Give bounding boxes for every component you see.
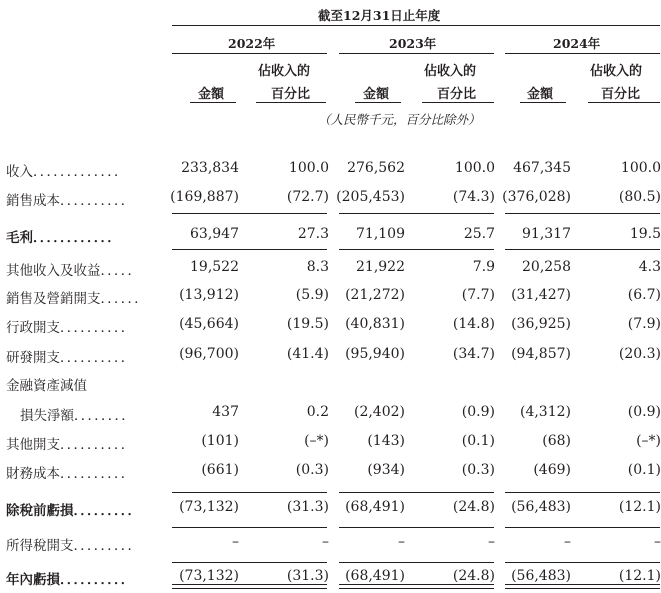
row-label: 年內虧損．．．．．．．．．． bbox=[6, 572, 135, 588]
subtotal-rule bbox=[505, 527, 660, 528]
percent-cell: (41.4) bbox=[286, 346, 329, 362]
percent-cell: 4.3 bbox=[638, 259, 661, 275]
year-rule-2024 bbox=[505, 53, 660, 54]
amount-cell: 276,562 bbox=[347, 160, 405, 176]
amount-cell: (68,491) bbox=[345, 499, 405, 515]
amount-cell: (376,028) bbox=[502, 189, 571, 205]
percent-cell: 25.7 bbox=[463, 226, 495, 242]
percent-cell: (7.9) bbox=[627, 316, 661, 332]
percent-cell: (0.1) bbox=[461, 433, 495, 449]
amount-cell: (68,491) bbox=[345, 568, 405, 584]
row-label: 行政開支．．．．．．．．．． bbox=[6, 320, 135, 336]
percent-cell: (80.5) bbox=[618, 189, 661, 205]
amount-cell: (36,925) bbox=[511, 316, 571, 332]
amount-cell: (56,483) bbox=[511, 568, 571, 584]
amount-cell: (95,940) bbox=[345, 346, 405, 362]
subtotal-rule bbox=[505, 213, 660, 214]
row-label: 銷售成本．．．．．．．．．． bbox=[6, 193, 135, 209]
percent-cell: (12.1) bbox=[618, 499, 661, 515]
percent-cell: (31.3) bbox=[286, 499, 329, 515]
row-label: 財務成本．．．．．．．．．． bbox=[6, 466, 135, 482]
amount-header-2023: 金額 bbox=[363, 87, 390, 102]
amount-cell: (31,427) bbox=[511, 287, 571, 303]
subtotal-rule bbox=[172, 527, 327, 528]
year-rule-2022 bbox=[172, 53, 327, 54]
amount-cell: 19,522 bbox=[190, 259, 239, 275]
amount-cell: – bbox=[232, 534, 239, 550]
total-double-rule bbox=[172, 584, 327, 589]
amount-cell: (169,887) bbox=[170, 189, 239, 205]
amount-cell: 91,317 bbox=[522, 226, 571, 242]
amount-cell: (661) bbox=[201, 462, 239, 478]
total-double-rule bbox=[505, 584, 660, 589]
amount-cell: (469) bbox=[533, 462, 571, 478]
year-rule-2023 bbox=[339, 53, 494, 54]
percent-cell: (74.3) bbox=[452, 189, 495, 205]
percent-cell: (0.9) bbox=[627, 404, 661, 420]
percent-cell: 7.9 bbox=[472, 259, 495, 275]
row-label: 金融資產減值 bbox=[6, 378, 87, 394]
amount-cell: 437 bbox=[212, 404, 239, 420]
amount-header-2024: 金額 bbox=[527, 87, 554, 102]
amount-cell: – bbox=[564, 534, 571, 550]
row-label: 收入．．．．．．．．．．．．． bbox=[6, 164, 128, 180]
amount-cell: 20,258 bbox=[522, 259, 571, 275]
header-rule bbox=[172, 25, 660, 26]
percent-cell: (–*) bbox=[304, 433, 329, 449]
row-label: 除稅前虧損．．．．．．．．． bbox=[6, 503, 141, 519]
percent-cell: (–*) bbox=[636, 433, 661, 449]
percent-cell: (0.9) bbox=[461, 404, 495, 420]
subtotal-rule bbox=[505, 249, 660, 250]
row-label: 研發開支．．．．．．．．．． bbox=[6, 350, 135, 366]
percent-cell: 19.5 bbox=[629, 226, 661, 242]
year-2022: 2022年 bbox=[228, 36, 276, 51]
row-label: 所得稅開支．．．．．．．．． bbox=[6, 538, 141, 554]
col-rule bbox=[520, 102, 566, 103]
year-2024: 2024年 bbox=[553, 36, 601, 51]
pct-header2-2022: 百分比 bbox=[271, 87, 311, 102]
percent-cell: (24.8) bbox=[452, 568, 495, 584]
percent-cell: (20.3) bbox=[618, 346, 661, 362]
row-label: 其他收入及收益．．．．． bbox=[6, 263, 141, 279]
unit-note: （人民幣千元，百分比除外） bbox=[318, 112, 481, 127]
percent-cell: 100.0 bbox=[620, 160, 661, 176]
amount-cell: – bbox=[398, 534, 405, 550]
amount-cell: (96,700) bbox=[179, 346, 239, 362]
amount-cell: (4,312) bbox=[519, 404, 571, 420]
percent-cell: – bbox=[654, 534, 661, 550]
amount-cell: (68) bbox=[542, 433, 571, 449]
pct-header2-2024: 百分比 bbox=[601, 87, 641, 102]
subtotal-rule bbox=[172, 492, 327, 493]
percent-cell: (0.3) bbox=[461, 462, 495, 478]
percent-cell: 0.2 bbox=[306, 404, 329, 420]
year-2023: 2023年 bbox=[389, 36, 437, 51]
percent-cell: (7.7) bbox=[461, 287, 495, 303]
amount-cell: (21,272) bbox=[345, 287, 405, 303]
row-label: 毛利．．．．．．．．．．．． bbox=[6, 230, 121, 246]
amount-cell: (205,453) bbox=[336, 189, 405, 205]
col-rule bbox=[588, 102, 660, 103]
percent-cell: (0.3) bbox=[295, 462, 329, 478]
subtotal-rule bbox=[172, 213, 327, 214]
amount-cell: (2,402) bbox=[353, 404, 405, 420]
amount-cell: (56,483) bbox=[511, 499, 571, 515]
pct-header2-2023: 百分比 bbox=[437, 87, 477, 102]
col-rule bbox=[256, 102, 326, 103]
percent-cell: 100.0 bbox=[288, 160, 329, 176]
amount-cell: (73,132) bbox=[179, 499, 239, 515]
amount-cell: (94,857) bbox=[511, 346, 571, 362]
percent-cell: (31.3) bbox=[286, 568, 329, 584]
percent-cell: (19.5) bbox=[286, 316, 329, 332]
percent-cell: (34.7) bbox=[452, 346, 495, 362]
pct-header-2022: 佔收入的 bbox=[258, 64, 311, 79]
amount-cell: (13,912) bbox=[179, 287, 239, 303]
percent-cell: (14.8) bbox=[452, 316, 495, 332]
percent-cell: 27.3 bbox=[297, 226, 329, 242]
row-label: 其他開支．．．．．．．．．． bbox=[6, 437, 135, 453]
amount-cell: 233,834 bbox=[181, 160, 239, 176]
percent-cell: (72.7) bbox=[286, 189, 329, 205]
col-rule bbox=[422, 102, 494, 103]
row-label: 損失淨額．．．．．．．． bbox=[20, 408, 135, 424]
subtotal-rule bbox=[339, 527, 494, 528]
col-rule bbox=[190, 102, 236, 103]
col-rule bbox=[355, 102, 401, 103]
subtotal-rule bbox=[339, 562, 494, 563]
percent-cell: (6.7) bbox=[627, 287, 661, 303]
subtotal-rule bbox=[172, 249, 327, 250]
subtotal-rule bbox=[339, 213, 494, 214]
period-title: 截至12月31日止年度 bbox=[318, 8, 441, 23]
subtotal-rule bbox=[339, 492, 494, 493]
amount-cell: 63,947 bbox=[190, 226, 239, 242]
amount-cell: (40,831) bbox=[345, 316, 405, 332]
amount-cell: (934) bbox=[367, 462, 405, 478]
total-double-rule bbox=[339, 584, 494, 589]
amount-cell: (73,132) bbox=[179, 568, 239, 584]
percent-cell: – bbox=[322, 534, 329, 550]
pct-header-2023: 佔收入的 bbox=[424, 64, 477, 79]
percent-cell: (0.1) bbox=[627, 462, 661, 478]
percent-cell: (24.8) bbox=[452, 499, 495, 515]
subtotal-rule bbox=[505, 492, 660, 493]
amount-cell: (101) bbox=[201, 433, 239, 449]
percent-cell: 100.0 bbox=[454, 160, 495, 176]
amount-cell: (45,664) bbox=[179, 316, 239, 332]
amount-cell: (143) bbox=[367, 433, 405, 449]
amount-cell: 21,922 bbox=[356, 259, 405, 275]
subtotal-rule bbox=[505, 562, 660, 563]
percent-cell: (5.9) bbox=[295, 287, 329, 303]
row-label: 銷售及營銷開支．．．．．． bbox=[6, 291, 148, 307]
subtotal-rule bbox=[172, 562, 327, 563]
percent-cell: (12.1) bbox=[618, 568, 661, 584]
percent-cell: 8.3 bbox=[306, 259, 329, 275]
amount-cell: 71,109 bbox=[356, 226, 405, 242]
amount-cell: 467,345 bbox=[513, 160, 571, 176]
percent-cell: – bbox=[488, 534, 495, 550]
pct-header-2024: 佔收入的 bbox=[590, 64, 643, 79]
subtotal-rule bbox=[339, 249, 494, 250]
amount-header-2022: 金額 bbox=[198, 87, 225, 102]
